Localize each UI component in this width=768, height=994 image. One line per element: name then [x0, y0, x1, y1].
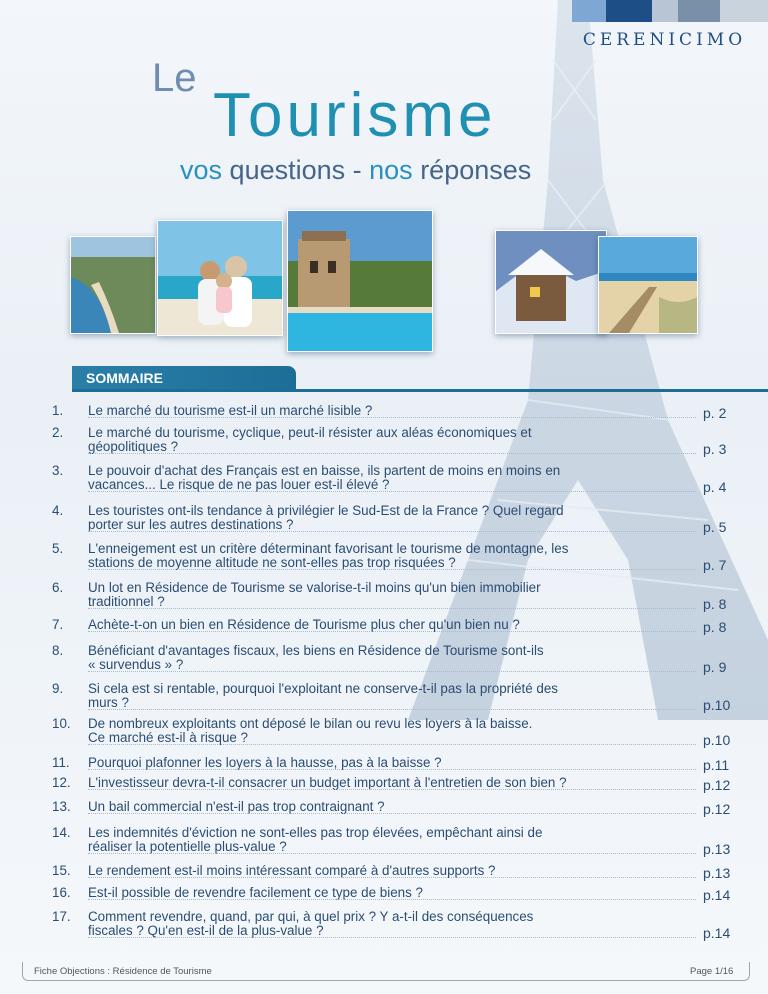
subtitle-questions: questions - — [229, 155, 370, 185]
toc-item-number: 10. — [52, 716, 71, 731]
toc-item-text: porter sur les autres destinations ? — [88, 517, 294, 532]
toc-item-text: traditionnel ? — [88, 594, 165, 609]
toc-item-number: 5. — [52, 541, 64, 556]
toc-item-page: p.13 — [703, 865, 731, 881]
toc-item-text: « survendus » ? — [88, 657, 184, 672]
toc-item-text: Comment revendre, quand, par qui, à quel prix ? Y a-t-il des conséquences — [88, 909, 534, 924]
toc-item-text: murs ? — [88, 695, 129, 710]
brand-name: CERENICIMO — [582, 30, 747, 50]
toc-item-text: vacances... Le risque de ne pas louer est-il élevé ? — [88, 477, 390, 492]
toc-item-number: 9. — [52, 681, 64, 696]
toc-item-page: p.13 — [703, 841, 731, 857]
snowy-chalet-photo — [495, 230, 607, 334]
toc-leader-dots — [88, 877, 696, 878]
toc-item-number: 2. — [52, 425, 64, 440]
toc-item-text: De nombreux exploitants ont déposé le bilan ou revu les loyers à la baisse. — [88, 716, 533, 731]
subtitle-vos: vos — [180, 155, 223, 185]
family-beach-photo — [157, 220, 283, 336]
summary-divider — [72, 389, 768, 392]
toc-item-number: 13. — [52, 799, 71, 814]
toc-item-page: p. 5 — [703, 519, 727, 535]
toc-leader-dots — [88, 671, 696, 672]
toc-item-page: p.12 — [703, 777, 731, 793]
toc-item-page: p.10 — [703, 732, 731, 748]
toc-leader-dots — [88, 789, 696, 790]
toc-item-text: réaliser la potentielle plus-value ? — [88, 839, 287, 854]
toc-leader-dots — [88, 709, 696, 710]
toc-item-text: Les indemnités d'éviction ne sont-elles pas trop élevées, empêchant ainsi de — [88, 825, 543, 840]
toc-item-page: p. 2 — [703, 405, 727, 421]
toc-item-number: 14. — [52, 825, 71, 840]
coastal-beach-photo — [70, 236, 156, 334]
page-subtitle — [180, 155, 531, 186]
stone-villa-pool-photo — [287, 210, 433, 352]
subtitle-nos: nos — [369, 155, 413, 185]
toc-item-page: p. 7 — [703, 557, 727, 573]
toc-item-text: Ce marché est-il à risque ? — [88, 730, 249, 745]
toc-item-number: 1. — [52, 403, 64, 418]
toc-item-text: Bénéficiant d'avantages fiscaux, les biens en Résidence de Tourisme sont-ils — [88, 643, 544, 658]
toc-item-text: Si cela est si rentable, pourquoi l'exploitant ne conserve-t-il pas la propriété des — [88, 681, 558, 696]
toc-item-text: Pourquoi plafonner les loyers à la hausse, pas à la baisse ? — [88, 755, 442, 770]
toc-item-text: Le rendement est-il moins intéressant comparé à d'autres supports ? — [88, 863, 496, 878]
toc-item-number: 17. — [52, 909, 71, 924]
toc-item-text: Les touristes ont-ils tendance à privilégier le Sud-Est de la France ? Quel regard — [88, 503, 564, 518]
toc-leader-dots — [88, 608, 696, 609]
toc-item-number: 6. — [52, 580, 64, 595]
toc-item-page: p. 8 — [703, 619, 727, 635]
page-title: Tourisme — [213, 81, 497, 150]
toc-leader-dots — [88, 569, 696, 570]
toc-item-number: 15. — [52, 863, 71, 878]
toc-item-number: 11. — [52, 755, 70, 770]
toc-item-page: p. 4 — [703, 479, 727, 495]
toc-item-text: géopolitiques ? — [88, 439, 179, 454]
toc-item-page: p.14 — [703, 925, 731, 941]
toc-leader-dots — [88, 744, 696, 745]
subtitle-reponses: réponses — [420, 155, 532, 185]
toc-item-text: Le marché du tourisme, cyclique, peut-il résister aux aléas économiques et — [88, 425, 532, 440]
brand-logo — [572, 0, 768, 62]
toc-item-text: Achète-t-on un bien en Résidence de Tourisme plus cher qu'un bien nu ? — [88, 617, 520, 632]
toc-item-text: Un lot en Résidence de Tourisme se valorise-t-il moins qu'un bien immobilier — [88, 580, 541, 595]
toc-leader-dots — [88, 631, 696, 632]
toc-leader-dots — [88, 769, 696, 770]
logo-color-bars — [572, 0, 768, 22]
toc-item-text: stations de moyenne altitude ne sont-elles pas trop risquées ? — [88, 555, 456, 570]
toc-leader-dots — [88, 491, 696, 492]
title-prefix: Le — [152, 56, 197, 100]
toc-item-number: 12. — [52, 775, 71, 790]
toc-item-text: L'investisseur devra-t-il consacrer un budget important à l'entretien de son bien ? — [88, 775, 567, 790]
summary-heading: SOMMAIRE — [72, 366, 296, 390]
toc-leader-dots — [88, 453, 696, 454]
toc-item-number: 8. — [52, 643, 64, 658]
beach-boardwalk-photo — [598, 236, 698, 334]
toc-item-text: Le marché du tourisme est-il un marché lisible ? — [88, 403, 373, 418]
toc-leader-dots — [88, 531, 696, 532]
footer-document-title: Fiche Objections : Résidence de Tourisme — [34, 966, 212, 977]
toc-leader-dots — [88, 899, 696, 900]
toc-item-page: p.14 — [703, 887, 731, 903]
toc-item-text: Un bail commercial n'est-il pas trop contraignant ? — [88, 799, 385, 814]
footer-page-number: Page 1/16 — [690, 966, 734, 977]
toc-leader-dots — [88, 937, 696, 938]
toc-item-page: p. 3 — [703, 441, 727, 457]
toc-leader-dots — [88, 813, 696, 814]
toc-item-text: Est-il possible de revendre facilement ce type de biens ? — [88, 885, 423, 900]
toc-item-page: p. 8 — [703, 596, 727, 612]
toc-item-page: p.11 — [703, 757, 730, 773]
toc-leader-dots — [88, 417, 696, 418]
toc-item-number: 16. — [52, 885, 71, 900]
toc-item-page: p.12 — [703, 801, 731, 817]
toc-item-text: L'enneigement est un critère déterminant favorisant le tourisme de montagne, les — [88, 541, 569, 556]
toc-item-number: 4. — [52, 503, 64, 518]
toc-item-text: fiscales ? Qu'en est-il de la plus-value ? — [88, 923, 324, 938]
toc-item-page: p.10 — [703, 697, 731, 713]
toc-item-number: 3. — [52, 463, 64, 478]
toc-leader-dots — [88, 853, 696, 854]
toc-item-page: p. 9 — [703, 659, 727, 675]
toc-item-number: 7. — [52, 617, 64, 632]
toc-item-text: Le pouvoir d'achat des Français est en baisse, ils partent de moins en moins en — [88, 463, 561, 478]
